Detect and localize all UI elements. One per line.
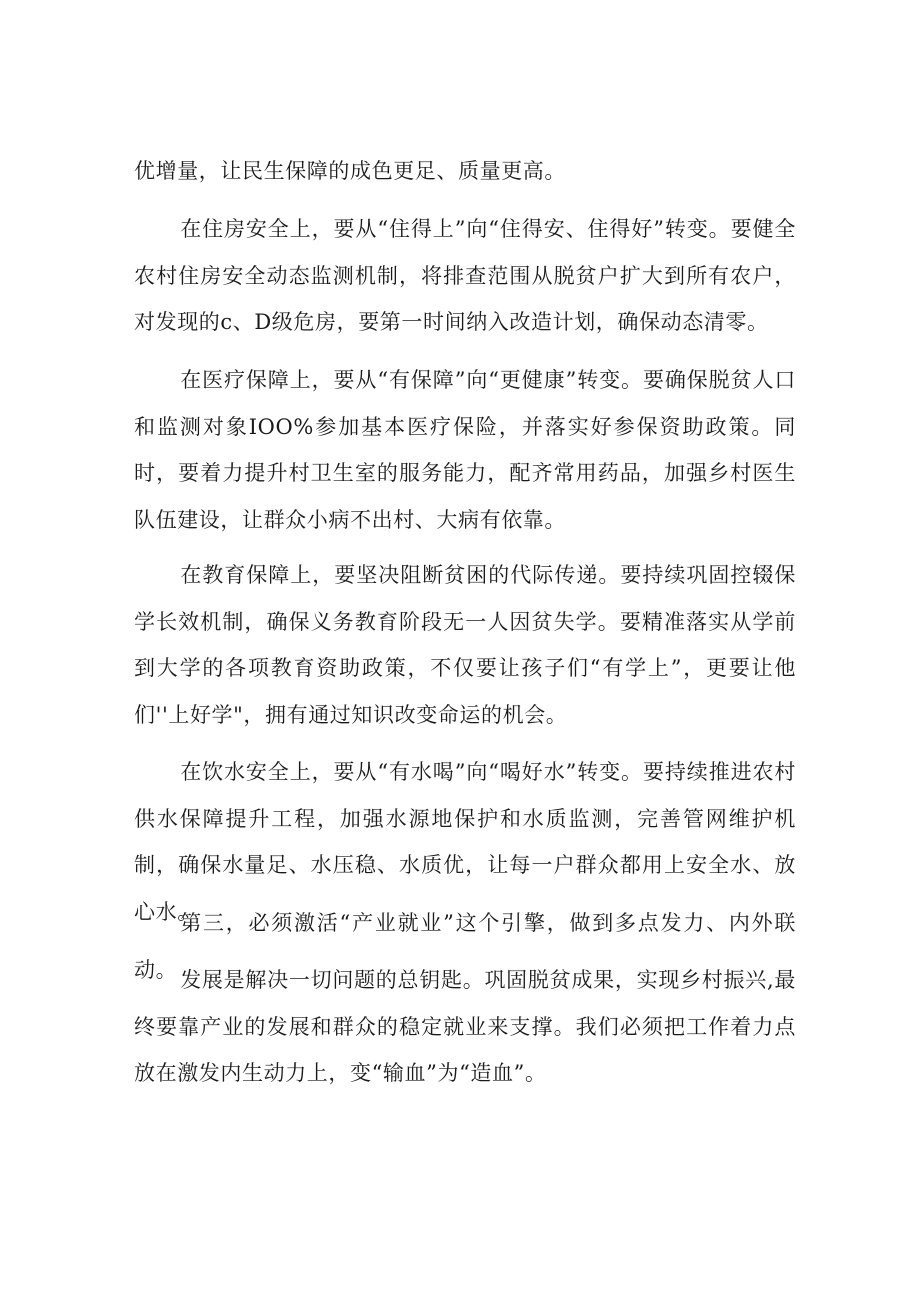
paragraph-medical-security: 在医疗保障上，要从“有保障”向“更健康”转变。要确保脱贫人口和监测对象IOO%参加基本医疗保险，并落实好参保资助政策。同时，要着力提升村卫生室的服务能力，配齐常用药品，加强乡村医生队伍建设，让群众小病不出村、大病有依靠。 [134, 368, 796, 532]
paragraph-continuation: 优增量，让民生保障的成色更足、质量更高。 [134, 159, 566, 183]
paragraph-third-point: 第三，必须激活“产业就业”这个引擎，做到多点发力、内外联动。 [134, 911, 796, 982]
paragraph-education-security: 在教育保障上，要坚决阻断贫困的代际传递。要持续巩固控辍保学长效机制，确保义务教育阶段无一人因贫失学。要精准落实从学前到大学的各项教育资助政策，不仅要让孩子们“有学上”，更要让他们''上好学"，拥有通过知识改变命运的机会。 [134, 563, 796, 727]
paragraph-development: 发展是解决一切问题的总钥匙。巩固脱贫成果，实现乡村振兴,最终要靠产业的发展和群众的稳定就业来支撑。我们必须把工作着力点放在激发内生动力上，变“输血”为“造血”。 [134, 968, 796, 1085]
paragraph-drinking-water: 在饮水安全上，要从“有水喝”向“喝好水”转变。要持续推进农村供水保障提升工程，加强水源地保护和水质监测，完善管网维护机制，确保水量足、水压稳、水质优，让每一户群众都用上安全水、放心水。 [134, 760, 796, 924]
paragraph-housing-safety: 在住房安全上，要从“住得上”向“住得安、住得好”转变。要健全农村住房安全动态监测机制，将排查范围从脱贫户扩大到所有农户，对发现的c、D级危房，要第一时间纳入改造计划，确保动态清零。 [134, 217, 796, 334]
